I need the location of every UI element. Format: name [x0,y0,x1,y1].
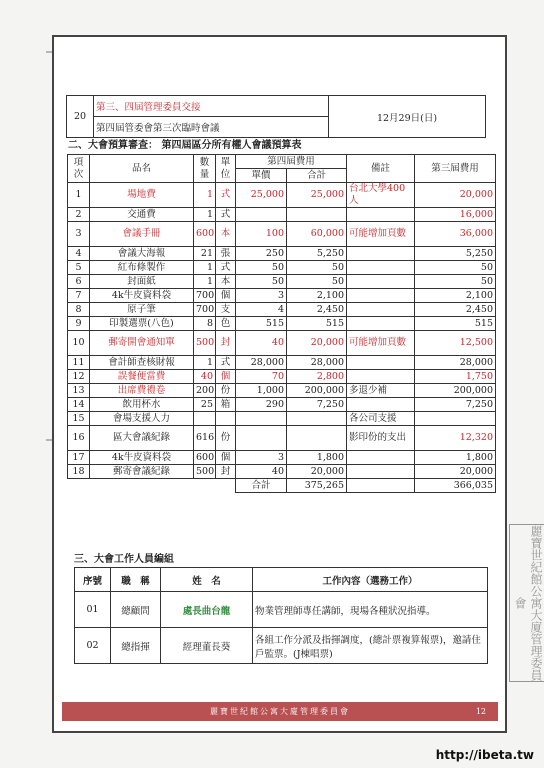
budget-cell-total: 50 [287,261,347,275]
budget-cell-total: 28,000 [287,356,347,370]
budget-cell-total: 50 [287,275,347,289]
budget-cell-prev: 5,250 [415,247,496,261]
sum-prev: 366,035 [415,479,496,493]
budget-cell-price: 3 [236,289,287,303]
budget-cell-unit: 封 [216,465,236,479]
budget-cell-qty: 1 [194,183,216,208]
budget-cell-prev: 2,100 [415,289,496,303]
budget-cell-total: 2,450 [287,303,347,317]
header-qty: 數量 [194,155,216,183]
watermark: http://ibeta.tw [435,748,534,762]
budget-cell-price: 40 [236,465,287,479]
budget-cell-total: 7,250 [287,398,347,412]
budget-cell-no: 15 [68,412,90,426]
budget-cell-name: 出席費禮卷 [90,384,194,398]
budget-cell-note: 可能增加頁數 [347,331,415,356]
budget-cell-qty: 500 [194,331,216,356]
budget-cell-prev: 7,250 [415,398,496,412]
budget-cell-unit: 份 [216,426,236,451]
budget-cell-qty: 40 [194,370,216,384]
budget-cell-total: 200,000 [287,384,347,398]
budget-cell-prev: 20,000 [415,465,496,479]
work-header-no: 序號 [75,568,111,592]
budget-cell-price: 4 [236,303,287,317]
sum-total: 375,265 [287,479,347,493]
budget-cell-name: 誤餐便當費 [90,370,194,384]
budget-cell-no: 6 [68,275,90,289]
budget-cell-no: 4 [68,247,90,261]
budget-cell-no: 17 [68,451,90,465]
footer-text: 麗寶世紀館公寓大廈管理委員會 [210,707,350,716]
budget-cell-unit: 個 [216,370,236,384]
budget-cell-unit: 本 [216,222,236,247]
budget-cell-name: 4k牛皮資料袋 [90,451,194,465]
work-cell-title: 總指揮 [111,628,161,664]
budget-cell-price: 3 [236,451,287,465]
section3-title: 三、大會工作人員編組 [74,554,174,565]
budget-cell-unit: 式 [216,183,236,208]
budget-cell-name: 郵寄開會通知單 [90,331,194,356]
budget-cell-unit: 張 [216,247,236,261]
budget-cell-no: 7 [68,289,90,303]
budget-cell-no: 2 [68,208,90,222]
header-total: 合計 [287,169,347,183]
page-number: 12 [475,707,486,716]
work-cell-content: 物業管理師專任講師，現場各種狀況指導。 [253,592,488,628]
budget-cell-note: 台北大學400人 [347,183,415,208]
budget-cell-prev: 36,000 [415,222,496,247]
budget-cell-qty: 600 [194,222,216,247]
budget-cell-prev: 12,320 [415,426,496,451]
budget-cell-unit: 個 [216,289,236,303]
budget-cell-no: 12 [68,370,90,384]
budget-cell-note: 影印份的支出 [347,426,415,451]
budget-cell-no: 5 [68,261,90,275]
work-cell-no: 02 [75,628,111,664]
budget-cell-qty: 616 [194,426,216,451]
budget-cell-name: 會議大海報 [90,247,194,261]
budget-cell-no: 3 [68,222,90,247]
budget-cell-name: 會計師查核財報 [90,356,194,370]
budget-cell-prev: 12,500 [415,331,496,356]
budget-cell-no: 9 [68,317,90,331]
budget-cell-total: 25,000 [287,183,347,208]
budget-cell-prev: 28,000 [415,356,496,370]
header-price: 單價 [236,169,287,183]
budget-cell-unit: 式 [216,208,236,222]
budget-cell-name: 會議手冊 [90,222,194,247]
budget-cell-no: 10 [68,331,90,356]
budget-cell-name: 場地費 [90,183,194,208]
budget-cell-unit: 份 [216,384,236,398]
budget-cell-no: 1 [68,183,90,208]
budget-cell-unit: 式 [216,261,236,275]
budget-cell-name: 區大會議紀錄 [90,426,194,451]
budget-cell-unit: 式 [216,356,236,370]
budget-cell-price: 515 [236,317,287,331]
budget-cell-qty: 200 [194,384,216,398]
budget-cell-prev: 50 [415,261,496,275]
budget-cell-name: 印製選票(八色) [90,317,194,331]
header-prev: 第三屆費用 [415,155,496,183]
budget-cell-qty: 1 [194,208,216,222]
schedule-item-title: 第三、四屆管理委員交接 [94,96,329,117]
budget-cell-note: 各公司支援 [347,412,415,426]
budget-cell-prev: 50 [415,275,496,289]
budget-cell-note: 可能增加頁數 [347,222,415,247]
budget-cell-price: 40 [236,331,287,356]
budget-cell-unit: 色 [216,317,236,331]
budget-cell-total: 2,100 [287,289,347,303]
header-no: 項次 [68,155,90,183]
budget-cell-no: 11 [68,356,90,370]
budget-cell-unit: 個 [216,451,236,465]
work-header-name: 姓 名 [161,568,253,592]
budget-cell-price: 290 [236,398,287,412]
budget-cell-qty: 500 [194,465,216,479]
budget-cell-total: 60,000 [287,222,347,247]
budget-cell-prev: 16,000 [415,208,496,222]
budget-cell-total: 20,000 [287,465,347,479]
budget-cell-name: 會場支援人力 [90,412,194,426]
work-cell-title: 總顧問 [111,592,161,628]
schedule-date: 12月29日(日) [329,96,486,138]
budget-cell-qty: 1 [194,275,216,289]
budget-cell-note: 多退少補 [347,384,415,398]
budget-cell-prev: 200,000 [415,384,496,398]
budget-cell-qty: 1 [194,261,216,275]
budget-cell-qty: 1 [194,356,216,370]
work-cell-no: 01 [75,592,111,628]
budget-cell-unit: 封 [216,331,236,356]
budget-cell-name: 4k牛皮資料袋 [90,289,194,303]
header-group: 第四屆費用 [236,155,347,169]
budget-cell-name: 飲用杯水 [90,398,194,412]
section2-title: 二、大會預算審查： 第四屆區分所有權人會議預算表 [68,140,302,151]
budget-cell-price: 50 [236,275,287,289]
budget-cell-qty: 600 [194,451,216,465]
budget-cell-price: 28,000 [236,356,287,370]
budget-cell-qty: 21 [194,247,216,261]
budget-cell-prev: 20,000 [415,183,496,208]
budget-cell-total: 515 [287,317,347,331]
budget-cell-qty: 700 [194,289,216,303]
budget-cell-name: 郵寄會議紀錄 [90,465,194,479]
work-cell-name: 處長曲台龍 [161,592,253,628]
budget-cell-total: 2,800 [287,370,347,384]
budget-cell-no: 13 [68,384,90,398]
budget-cell-prev: 1,750 [415,370,496,384]
budget-cell-prev: 515 [415,317,496,331]
budget-cell-prev: 2,450 [415,303,496,317]
budget-cell-qty: 8 [194,317,216,331]
budget-cell-price: 50 [236,261,287,275]
seal-text: 麗寶世紀館公寓大廈管理委員會 [513,525,543,681]
budget-cell-price: 100 [236,222,287,247]
budget-cell-qty: 25 [194,398,216,412]
budget-cell-no: 14 [68,398,90,412]
budget-cell-total: 5,250 [287,247,347,261]
budget-cell-unit: 本 [216,275,236,289]
work-cell-content: 各組工作分派及指揮調度，(總計票複算報票)，邀請住戶監票。(J棟唱票) [253,628,488,664]
budget-cell-name: 封面紙 [90,275,194,289]
budget-cell-unit: 箱 [216,398,236,412]
budget-cell-no: 16 [68,426,90,451]
budget-cell-total: 20,000 [287,331,347,356]
budget-cell-name: 紅布條製作 [90,261,194,275]
work-header-title: 職 稱 [111,568,161,592]
budget-cell-no: 18 [68,465,90,479]
work-header-content: 工作內容（選務工作） [253,568,488,592]
header-unit: 單位 [216,155,236,183]
budget-cell-qty: 700 [194,303,216,317]
header-note: 備註 [347,155,415,183]
budget-cell-unit: 支 [216,303,236,317]
budget-cell-price: 250 [236,247,287,261]
sum-label: 合計 [236,479,287,493]
schedule-item-subtitle: 第四屆管委會第三次臨時會議 [94,117,329,138]
budget-cell-total: 1,800 [287,451,347,465]
budget-cell-price: 70 [236,370,287,384]
schedule-no: 20 [67,96,94,138]
header-name: 品名 [90,155,194,183]
budget-cell-name: 交通費 [90,208,194,222]
budget-cell-price: 25,000 [236,183,287,208]
budget-cell-price: 1,000 [236,384,287,398]
budget-cell-prev: 1,800 [415,451,496,465]
budget-cell-name: 原子筆 [90,303,194,317]
work-cell-name: 經理董長葵 [161,628,253,664]
budget-cell-no: 8 [68,303,90,317]
